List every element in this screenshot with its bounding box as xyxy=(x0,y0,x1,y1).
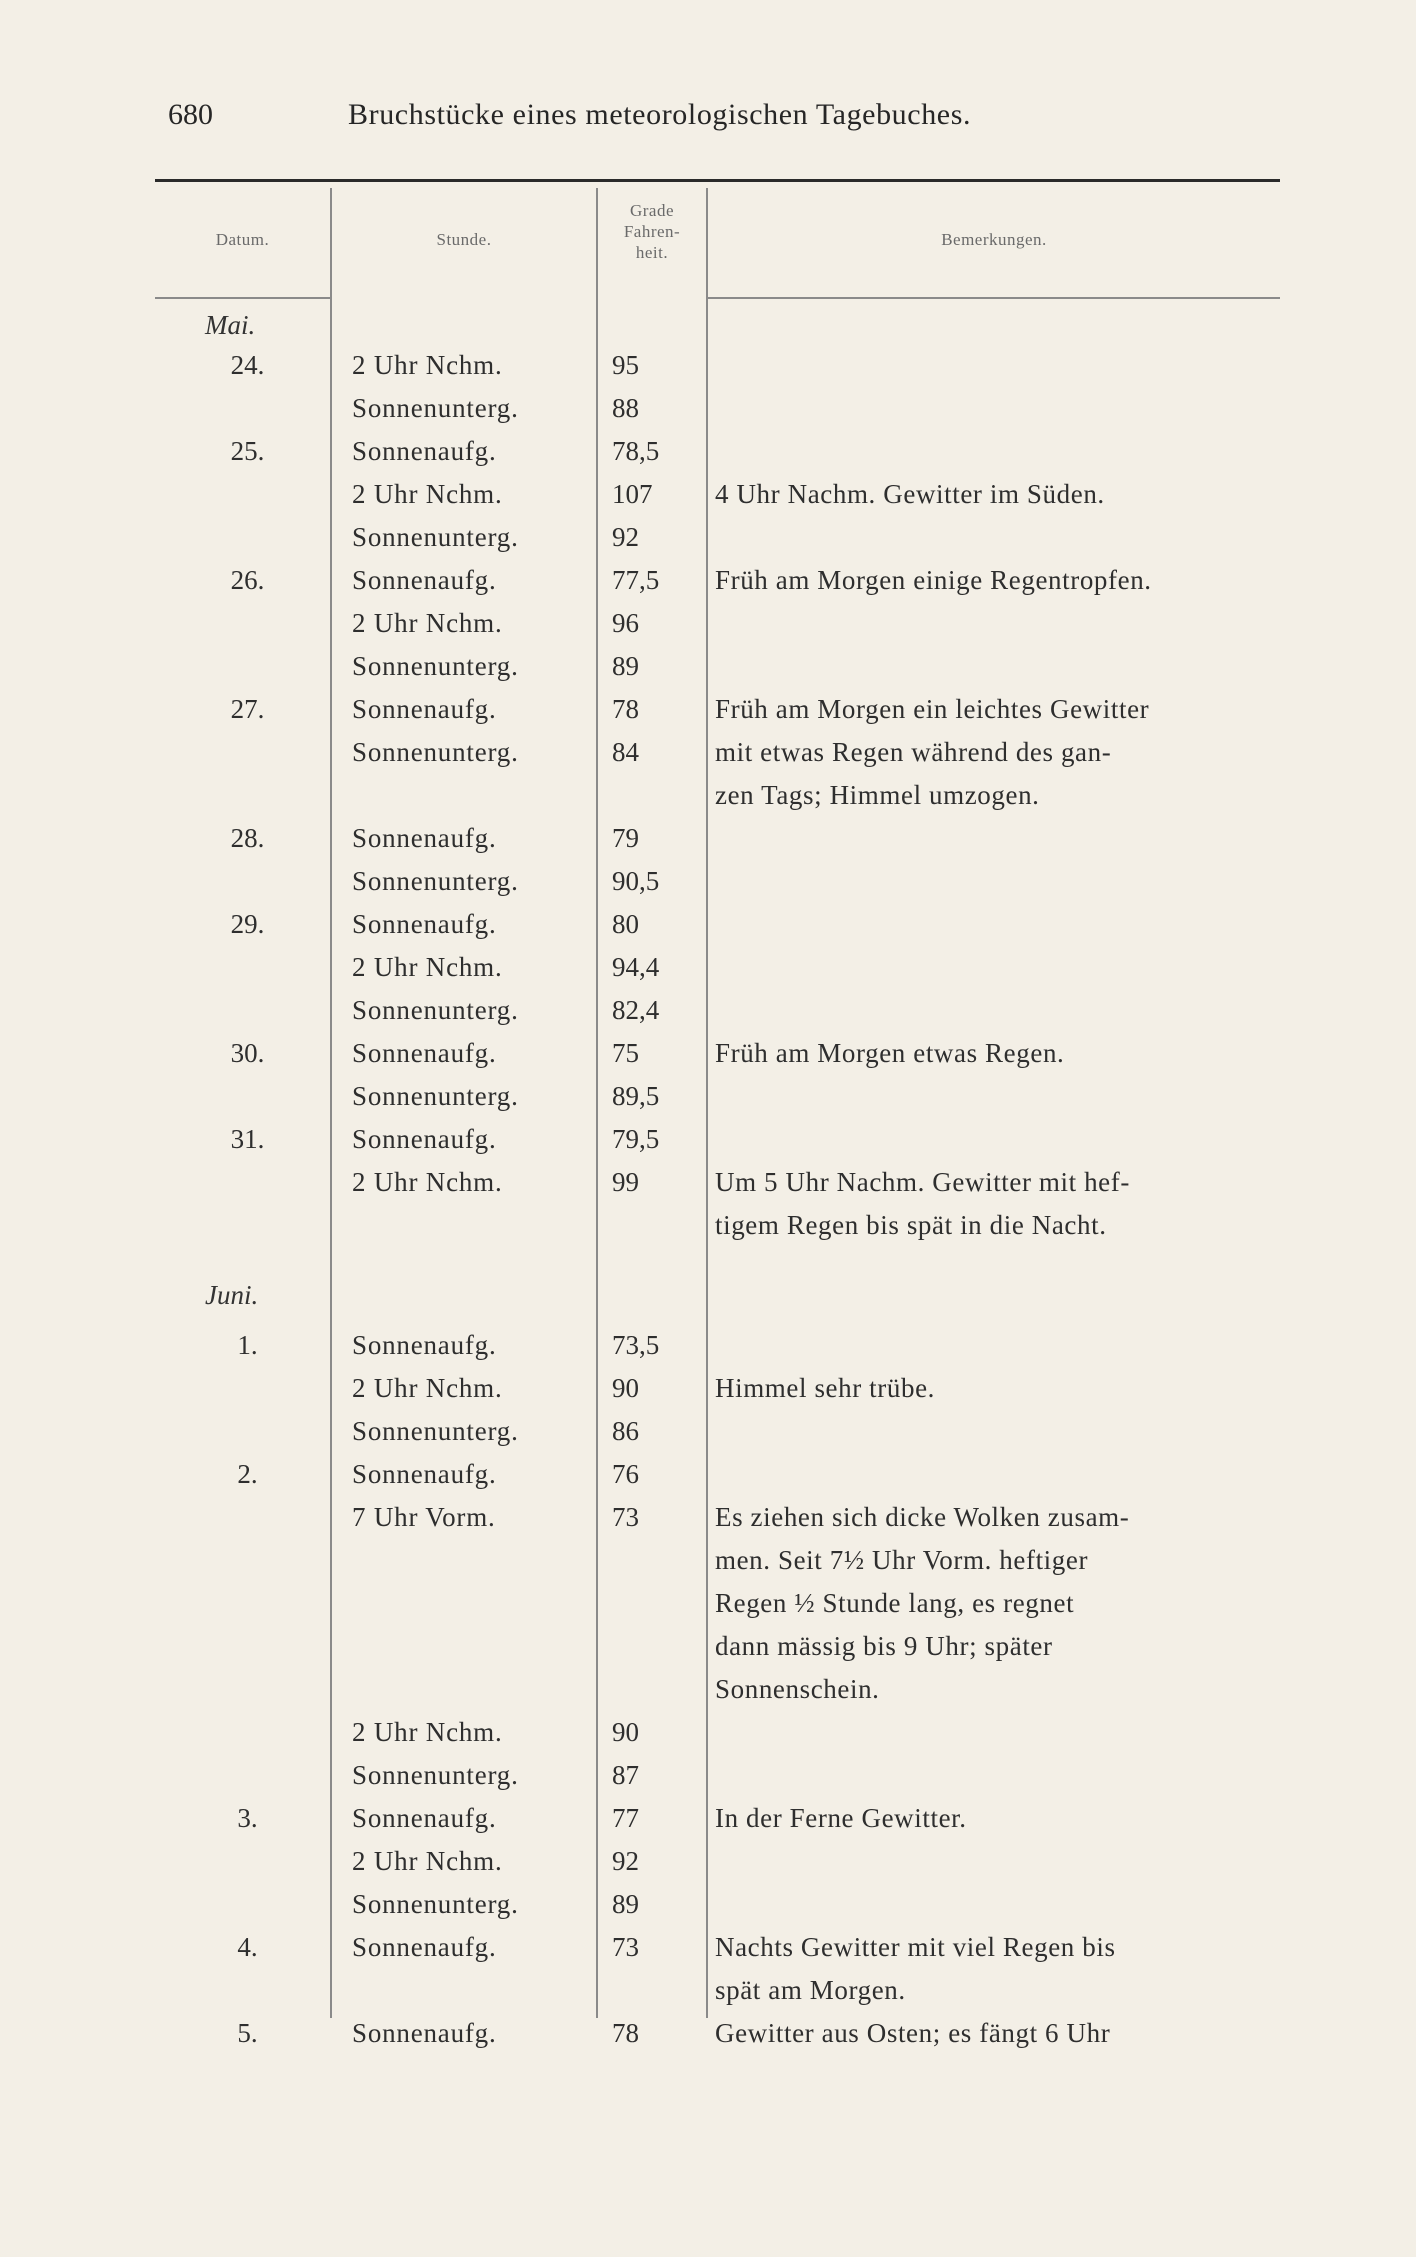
time-cell: Sonnenaufg. xyxy=(352,1038,497,1068)
date-cell: 24. xyxy=(230,350,265,380)
month-label-may: Mai. xyxy=(205,310,256,340)
time-cell: Sonnenaufg. xyxy=(352,436,497,466)
table-row xyxy=(0,1038,1416,1081)
remark-cell: Gewitter aus Osten; es fängt 6 Uhr xyxy=(715,2018,1111,2048)
header-grade xyxy=(598,200,706,263)
table-row xyxy=(0,1459,1416,1502)
header-bemerkungen: Bemerkungen. xyxy=(941,230,1047,249)
table-row xyxy=(0,1167,1416,1210)
remark-cell: Um 5 Uhr Nachm. Gewitter mit hef- xyxy=(715,1167,1130,1197)
table-row xyxy=(0,350,1416,393)
time-cell: 2 Uhr Nchm. xyxy=(352,1373,503,1403)
time-cell: Sonnenunterg. xyxy=(352,1081,519,1111)
time-cell: Sonnenaufg. xyxy=(352,823,497,853)
header-grade-line-2: Fahren- xyxy=(623,222,681,241)
time-cell: Sonnenaufg. xyxy=(352,1803,497,1833)
table-row xyxy=(0,522,1416,565)
temperature-cell: 82,4 xyxy=(612,995,660,1025)
table-row xyxy=(0,1932,1416,1975)
time-cell: Sonnenaufg. xyxy=(352,1330,497,1360)
temperature-cell: 79,5 xyxy=(612,1124,660,1154)
table-row xyxy=(0,1803,1416,1846)
time-cell: 2 Uhr Nchm. xyxy=(352,479,503,509)
temperature-cell: 99 xyxy=(612,1167,639,1197)
page-header xyxy=(168,92,1268,142)
table-row xyxy=(0,995,1416,1038)
table-top-rule xyxy=(155,179,1280,182)
table-row xyxy=(0,1846,1416,1889)
date-cell: 25. xyxy=(230,436,265,466)
temperature-cell: 94,4 xyxy=(612,952,660,982)
header-rule-bemerkungen xyxy=(706,297,1280,299)
time-cell: Sonnenaufg. xyxy=(352,565,497,595)
table-row xyxy=(0,1330,1416,1373)
time-cell: Sonnenunterg. xyxy=(352,651,519,681)
table-row xyxy=(0,694,1416,737)
temperature-cell: 78 xyxy=(612,694,639,724)
table-row xyxy=(0,393,1416,436)
temperature-cell: 90 xyxy=(612,1717,639,1747)
table-row xyxy=(0,479,1416,522)
temperature-cell: 87 xyxy=(612,1760,639,1790)
remark-cell: men. Seit 7½ Uhr Vorm. heftiger xyxy=(715,1545,1089,1575)
remark-cell: tigem Regen bis spät in die Nacht. xyxy=(715,1210,1107,1240)
date-cell: 30. xyxy=(230,1038,265,1068)
remark-cell: Früh am Morgen einige Regentropfen. xyxy=(715,565,1152,595)
date-cell: 3. xyxy=(237,1803,258,1833)
time-cell: 7 Uhr Vorm. xyxy=(352,1502,496,1532)
remark-cell: 4 Uhr Nachm. Gewitter im Süden. xyxy=(715,479,1105,509)
header-datum: Datum. xyxy=(215,230,270,249)
remark-cell: spät am Morgen. xyxy=(715,1975,906,2005)
temperature-cell: 89 xyxy=(612,651,639,681)
table-row xyxy=(0,1631,1416,1674)
temperature-cell: 78,5 xyxy=(612,436,660,466)
time-cell: Sonnenaufg. xyxy=(352,1932,497,1962)
temperature-cell: 90 xyxy=(612,1373,639,1403)
table-row xyxy=(0,1674,1416,1717)
temperature-cell: 88 xyxy=(612,393,639,423)
header-grade-line-3: heit. xyxy=(635,243,669,262)
temperature-cell: 90,5 xyxy=(612,866,660,896)
temperature-cell: 77 xyxy=(612,1803,639,1833)
table-row xyxy=(0,1717,1416,1760)
date-cell: 27. xyxy=(230,694,265,724)
month-label-june: Juni. xyxy=(205,1280,259,1310)
time-cell: 2 Uhr Nchm. xyxy=(352,608,503,638)
remark-cell: dann mässig bis 9 Uhr; später xyxy=(715,1631,1053,1661)
temperature-cell: 89 xyxy=(612,1889,639,1919)
temperature-cell: 86 xyxy=(612,1416,639,1446)
time-cell: Sonnenaufg. xyxy=(352,694,497,724)
table-row xyxy=(0,1210,1416,1253)
time-cell: Sonnenunterg. xyxy=(352,995,519,1025)
time-cell: Sonnenaufg. xyxy=(352,909,497,939)
date-cell: 4. xyxy=(237,1932,258,1962)
temperature-cell: 89,5 xyxy=(612,1081,660,1111)
table-row xyxy=(0,436,1416,479)
time-cell: Sonnenunterg. xyxy=(352,737,519,767)
table-row xyxy=(0,1760,1416,1803)
header-grade-line-1: Grade xyxy=(629,201,675,220)
remark-cell: zen Tags; Himmel umzogen. xyxy=(715,780,1040,810)
date-cell: 1. xyxy=(237,1330,258,1360)
header-rule-datum xyxy=(155,297,330,299)
remark-cell: In der Ferne Gewitter. xyxy=(715,1803,967,1833)
time-cell: Sonnenunterg. xyxy=(352,1416,519,1446)
table-row xyxy=(0,823,1416,866)
temperature-cell: 75 xyxy=(612,1038,639,1068)
date-cell: 2. xyxy=(237,1459,258,1489)
table-row xyxy=(0,1373,1416,1416)
table-row xyxy=(0,952,1416,995)
temperature-cell: 73 xyxy=(612,1502,639,1532)
temperature-cell: 77,5 xyxy=(612,565,660,595)
date-cell: 28. xyxy=(230,823,265,853)
remark-cell: Es ziehen sich dicke Wolken zusam- xyxy=(715,1502,1130,1532)
date-cell: 31. xyxy=(230,1124,265,1154)
temperature-cell: 80 xyxy=(612,909,639,939)
table-row xyxy=(0,565,1416,608)
temperature-cell: 73 xyxy=(612,1932,639,1962)
table-row xyxy=(0,2018,1416,2061)
time-cell: 2 Uhr Nchm. xyxy=(352,1717,503,1747)
time-cell: 2 Uhr Nchm. xyxy=(352,350,503,380)
table-row xyxy=(0,1081,1416,1124)
time-cell: 2 Uhr Nchm. xyxy=(352,1167,503,1197)
table-row xyxy=(0,1889,1416,1932)
remark-cell: Regen ½ Stunde lang, es regnet xyxy=(715,1588,1075,1618)
time-cell: Sonnenunterg. xyxy=(352,1760,519,1790)
running-title: Bruchstücke eines meteorologischen Tagebuches. xyxy=(348,98,972,131)
time-cell: 2 Uhr Nchm. xyxy=(352,1846,503,1876)
time-cell: Sonnenaufg. xyxy=(352,2018,497,2048)
temperature-cell: 107 xyxy=(612,479,653,509)
temperature-cell: 79 xyxy=(612,823,639,853)
header-stunde: Stunde. xyxy=(436,230,492,249)
temperature-cell: 92 xyxy=(612,1846,639,1876)
time-cell: Sonnenunterg. xyxy=(352,1889,519,1919)
temperature-cell: 92 xyxy=(612,522,639,552)
temperature-cell: 96 xyxy=(612,608,639,638)
date-cell: 29. xyxy=(230,909,265,939)
remark-cell: Nachts Gewitter mit viel Regen bis xyxy=(715,1932,1116,1962)
table-row xyxy=(0,1416,1416,1459)
remark-cell: mit etwas Regen während des gan- xyxy=(715,737,1112,767)
table-row xyxy=(0,780,1416,823)
time-cell: Sonnenaufg. xyxy=(352,1124,497,1154)
temperature-cell: 73,5 xyxy=(612,1330,660,1360)
time-cell: Sonnenaufg. xyxy=(352,1459,497,1489)
table-row xyxy=(0,1502,1416,1545)
table-row xyxy=(0,909,1416,952)
table-row xyxy=(0,1545,1416,1588)
remark-cell: Himmel sehr trübe. xyxy=(715,1373,935,1403)
temperature-cell: 78 xyxy=(612,2018,639,2048)
table-row xyxy=(0,866,1416,909)
time-cell: Sonnenunterg. xyxy=(352,866,519,896)
time-cell: Sonnenunterg. xyxy=(352,522,519,552)
temperature-cell: 84 xyxy=(612,737,639,767)
table-row xyxy=(0,1124,1416,1167)
table-row xyxy=(0,651,1416,694)
table-row xyxy=(0,608,1416,651)
remark-cell: Früh am Morgen etwas Regen. xyxy=(715,1038,1065,1068)
date-cell: 5. xyxy=(237,2018,258,2048)
temperature-cell: 76 xyxy=(612,1459,639,1489)
table-row xyxy=(0,737,1416,780)
time-cell: Sonnenunterg. xyxy=(352,393,519,423)
temperature-cell: 95 xyxy=(612,350,639,380)
time-cell: 2 Uhr Nchm. xyxy=(352,952,503,982)
remark-cell: Früh am Morgen ein leichtes Gewitter xyxy=(715,694,1150,724)
date-cell: 26. xyxy=(230,565,265,595)
table-row xyxy=(0,1975,1416,2018)
table-row xyxy=(0,1588,1416,1631)
remark-cell: Sonnenschein. xyxy=(715,1674,880,1704)
page-number: 680 xyxy=(168,98,213,131)
